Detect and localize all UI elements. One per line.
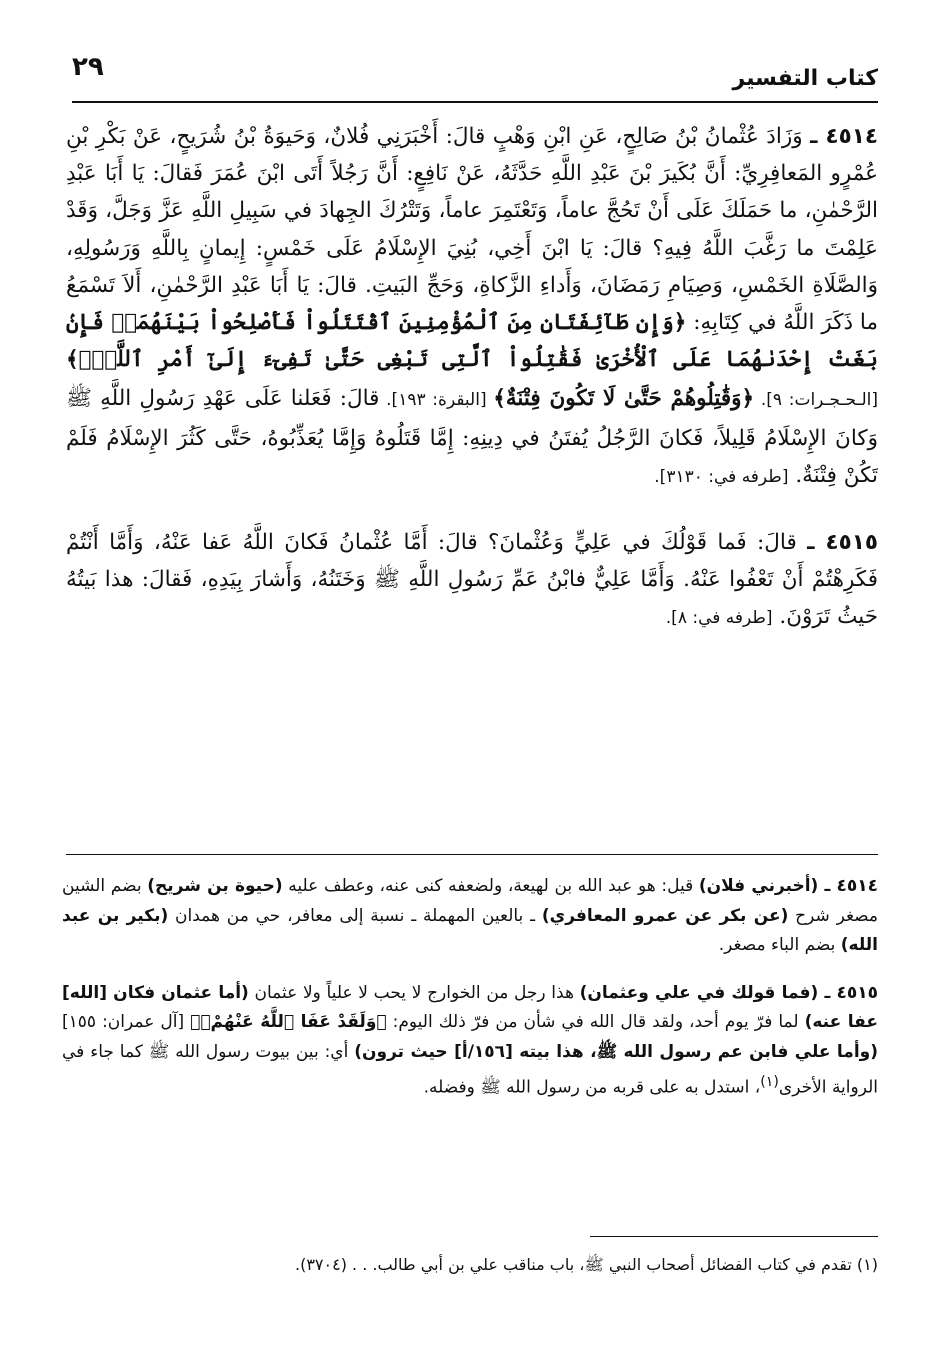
note-4514 bbox=[62, 872, 878, 961]
note-text: أي: بين بيوت رسول الله ﷺ كما جاء في الرواية الأخرى bbox=[62, 1041, 878, 1098]
quoted-phrase: (أما عثمان فكان [الله] عفا عنه) bbox=[62, 982, 878, 1033]
footnote-marker: (١) bbox=[760, 1073, 779, 1090]
commentary bbox=[62, 872, 878, 1121]
hadith-text: وَزَادَ عُثْمانُ بْنُ صَالِحٍ، عَنِ ابْنِ وَهْبٍ قالَ: أَخْبَرَنِي فُلانٌ، وَحَيوَةُ بْنُ شُرَيحٍ، عَنْ بَكْرِ بْنِ عُمْرٍو المَعافِرِيِّ: أَنَّ بُكَيرَ بْنَ عَبْدِ اللَّهِ حَدَّثَهُ، عَنْ نَافِعٍ: أَنَّ رَجُلاً أَتَى ابْنَ عُمَرَ فَقالَ: يَا أَبَا عَبْدِ الرَّحْمٰنِ، ما حَمَلَكَ عَلَى أَنْ تَحُجَّ عاماً، وَتَعْتَمِرَ عاماً، وَتَتْرُكَ الجِهادَ في سَبِيلِ اللَّهِ عَزَّ وَجَلَّ، وَقَدْ عَلِمْتَ ما رَغَّبَ اللَّهُ فِيهِ؟ قالَ: يَا ابْنَ أَخِي، بُنِيَ الإِسْلَامُ عَلَى خَمْسٍ: إِيمانٍ بِاللَّهِ وَرَسُولِهِ، وَالصَّلَاةِ الخَمْسِ، وَصِيَامِ رَمَضَانَ، وَأَداءِ الزَّكاةِ، وَحَجِّ البَيتِ. قالَ: يَا أَبَا عَبْدِ الرَّحْمٰنِ، أَلاَ تَسْمَعُ ما ذَكَرَ اللَّهُ في كِتَابِهِ: bbox=[66, 124, 878, 336]
hadith-number: ٤٥١٤ ـ bbox=[810, 124, 878, 149]
footnote-text: تقدم في كتاب الفضائل أصحاب النبي ﷺ، باب مناقب علي بن أبي طالب. . . (٣٧٠٤). bbox=[295, 1255, 857, 1274]
note-text: قيل: هو عبد الله بن لهيعة، ولضعفه كنى عنه، وعطف عليه bbox=[282, 876, 699, 896]
quoted-phrase: (حيوة بن شريح) bbox=[147, 876, 283, 896]
running-header-title: كتاب التفسير bbox=[732, 66, 878, 91]
quran-verse: ﴿وَلَقَدْ عَفَا ٱللَّهُ عَنْهُمْۗ﴾ bbox=[190, 1012, 387, 1033]
note-4515 bbox=[62, 979, 878, 1103]
hadith-text: قالَ: فَعَلنا عَلَى عَهْدِ رَسُولِ اللَّهِ ﷺ وَكانَ الإِسْلَامُ قَلِيلاً، فَكانَ الرَّجُلُ يُفتَنُ في دِينِهِ: إِمَّا قَتَلُوهُ وَإِمَّا يُعَذِّبُوهُ، حَتَّى كَثُرَ الإِسْلَامُ فَلَمْ تَكُنْ فِتْنَةٌ. bbox=[66, 386, 878, 488]
quoted-phrase: (عن بكر عن عمرو المعافري) bbox=[541, 905, 789, 926]
footnote-number: (١) bbox=[856, 1255, 878, 1274]
note-text: بضم الشين مصغر شرح bbox=[62, 876, 879, 926]
footnote bbox=[66, 1252, 878, 1278]
hadith-4515 bbox=[66, 524, 878, 638]
note-number: ٤٥١٥ ـ bbox=[824, 982, 878, 1003]
hadith-4514 bbox=[66, 118, 878, 496]
quran-verse: ﴿وَإِن طَآئِفَتَانِ مِنَ ٱلْمُؤْمِنِينَ ٱقْتَتَلُواْ فَأَصْلِحُواْ بَيْنَهُمَاۖ فَإِنۢ بَغَتْ إِحْدَىٰهُمَا عَلَى ٱلْأُخْرَىٰ فَقَٰتِلُواْ ٱلَّتِى تَبْغِى حَتَّىٰ تَفِىٓءَ إِلَىٰٓ أَمْرِ ٱللَّهِۚ﴾ bbox=[66, 310, 878, 373]
note-number: ٤٥١٤ ـ bbox=[824, 876, 879, 896]
tarf-reference: [طرفه في: ٨]. bbox=[665, 608, 773, 629]
header-rule bbox=[72, 101, 878, 103]
hadith-text: قالَ: فَما قَوْلُكَ في عَلِيٍّ وَعُثْمانَ؟ قالَ: أَمَّا عُثْمانُ فَكانَ اللَّهُ عَفا عَنْهُ، وَأَمَّا أَنْتُمْ فَكَرِهْتُمْ أَنْ تَعْفُوا عَنْهُ. وَأَمَّا عَلِيٌّ فابْنُ عَمِّ رَسُولِ اللَّهِ ﷺ وَخَتَنُهُ، وَأَشارَ بِيَدِهِ، فَقالَ: هذا بَيتُهُ حَيثُ تَرَوْنَ. bbox=[66, 530, 878, 630]
hadith-number: ٤٥١٥ ـ bbox=[807, 530, 878, 556]
page-number: ٢٩ bbox=[72, 52, 104, 82]
quoted-phrase: (فما قولك في علي وعثمان) bbox=[579, 982, 825, 1003]
footnote-rule bbox=[590, 1236, 878, 1237]
note-text: لما فرّ يوم أحد، ولقد قال الله في شأن من فرّ ذلك اليوم: bbox=[386, 1012, 805, 1033]
verse-reference: [البقرة: ١٩٣]. bbox=[379, 390, 494, 411]
tarf-reference: [طرفه في: ٣١٣٠]. bbox=[654, 466, 789, 487]
quran-verse: ﴿وَقَٰتِلُوهُمْ حَتَّىٰ لَا تَكُونَ فِتْنَةٌ﴾ bbox=[493, 386, 755, 412]
commentary-separator bbox=[66, 854, 878, 855]
note-text: ، استدل به على قربه من رسول الله ﷺ وفضله. bbox=[423, 1077, 761, 1098]
main-text bbox=[66, 118, 878, 666]
note-text: هذا رجل من الخوارج لا يحب لا علياً ولا عثمان bbox=[248, 982, 580, 1003]
quoted-phrase: (بكير بن عبد الله) bbox=[62, 905, 878, 956]
note-text: بضم الباء مصغر. bbox=[718, 935, 841, 956]
verse-reference: [الـحـجـرات: ٩]. bbox=[754, 390, 878, 411]
quoted-phrase: (وأما علي فابن عم رسول الله ﷺ، هذا بيته [١٥٦/أ] حيث ترون) bbox=[354, 1041, 878, 1062]
verse-reference: [آل عمران: ١٥٥] bbox=[62, 1012, 191, 1033]
quoted-phrase: (أخبرني فلان) bbox=[698, 876, 825, 896]
note-text: ـ بالعين المهملة ـ نسبة إلى معافر، حي من همدان bbox=[168, 905, 542, 926]
